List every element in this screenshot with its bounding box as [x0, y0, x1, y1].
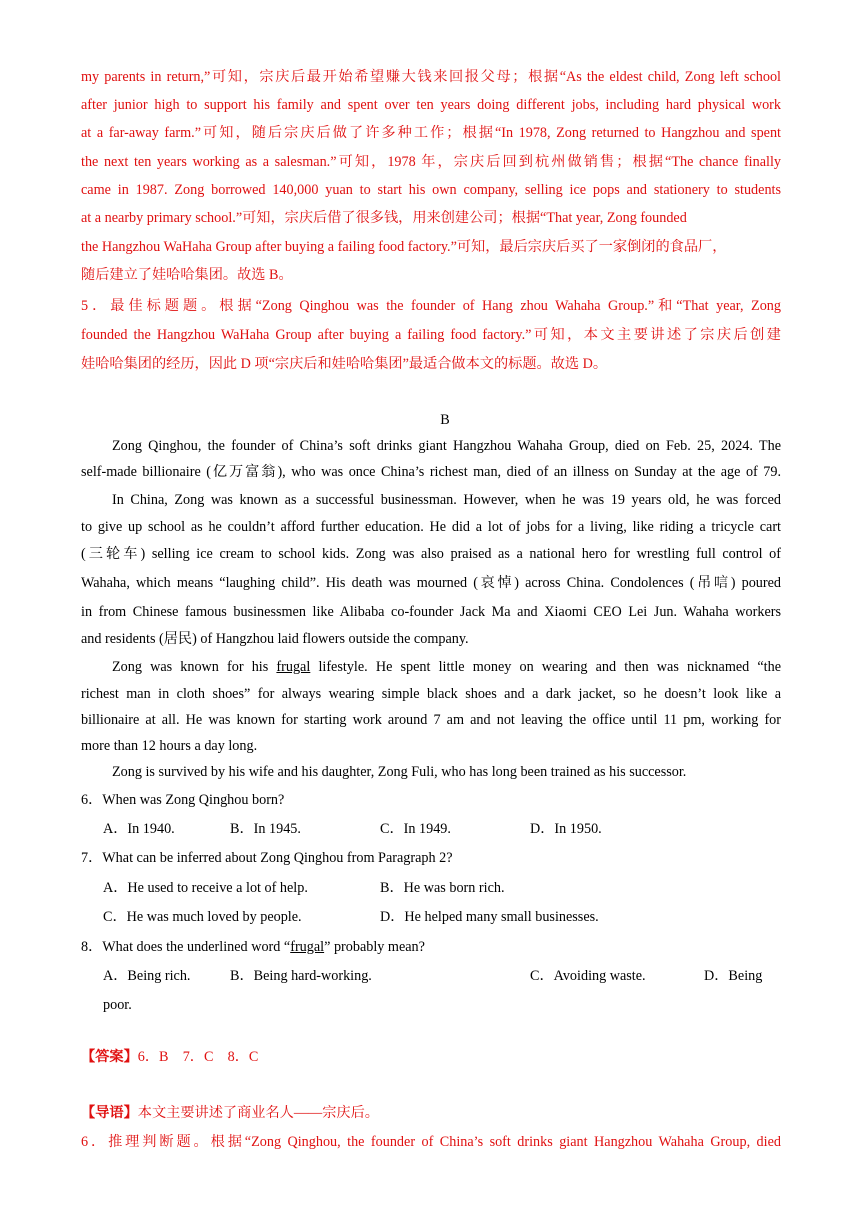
underlined-word: frugal — [290, 939, 325, 955]
question-stem: 7．What can be inferred about Zong Qinghou from Paragraph 2? — [81, 850, 453, 866]
question-fragment: 8．What does the underlined word “ — [81, 939, 291, 955]
explanation-line: founded the Hangzhou WaHaha Group after buying a failing food factory.”可知，本文主要讲述了宗庆后创建 — [81, 327, 781, 343]
passage-fragment: lifestyle. He spent little money on wearing and then was nicknamed “the — [318, 659, 782, 675]
passage-line: (三轮车) selling ice cream to school kids. Zong was also praised as a national hero for wrestling full control of — [81, 546, 781, 562]
underlined-word: frugal — [276, 659, 311, 675]
passage-line: richest man in cloth shoes” for always wearing simple black shoes and a dark jacket, so he doesn’t look like a — [81, 686, 781, 702]
explanation-line: 随后建立了娃哈哈集团。故选 B。 — [81, 267, 293, 283]
passage-line: and residents (居民) of Hangzhou laid flowers outside the company. — [81, 631, 469, 647]
option-c[interactable]: C．In 1949. — [380, 821, 451, 837]
explanation-line: the next ten years working as a salesman.”可知，1978 年，宗庆后回到杭州做销售；根据“The chance finally — [81, 154, 781, 170]
passage-line: Wahaha, which means “laughing child”. His death was mourned (哀悼) across China. Condolences (吊唁) poured — [81, 575, 781, 591]
answer-text: 6．B 7．C 8．C — [137, 1049, 259, 1065]
passage-line: to give up school as he couldn’t afford further education. He did a lot of jobs for a living, like riding a tricycle cart — [81, 519, 781, 535]
option-a[interactable]: A．In 1940. — [103, 821, 175, 837]
option-b[interactable]: B．He was born rich. — [380, 880, 505, 896]
explanation-line: at a nearby primary school.”可知，宗庆后借了很多钱，用来创建公司；根据“That year, Zong founded — [81, 210, 687, 226]
explanation-line: 6．推理判断题。根据“Zong Qinghou, the founder of China’s soft drinks giant Hangzhou Wahaha Group, died — [81, 1134, 781, 1150]
passage-fragment: Zong was known for his — [112, 659, 269, 675]
passage-line: more than 12 hours a day long. — [81, 738, 258, 754]
question-stem — [81, 937, 425, 957]
passage-line: Zong Qinghou, the founder of China’s soft drinks giant Hangzhou Wahaha Group, died on Feb. 25, 2024. The — [112, 438, 781, 454]
explanation-line: 娃哈哈集团的经历，因此 D 项“宗庆后和娃哈哈集团”最适合做本文的标题。故选 D。 — [81, 356, 608, 372]
option-d-wrap: poor. — [103, 997, 132, 1013]
passage-line: in from Chinese famous businessmen like Alibaba co-founder Jack Ma and Xiaomi CEO Lei Jun. Wahaha workers — [81, 604, 781, 620]
explanation-line: the Hangzhou WaHaha Group after buying a failing food factory.”可知，最后宗庆后买了一家倒闭的食品厂， — [81, 239, 727, 255]
passage-line: Zong is survived by his wife and his daughter, Zong Fuli, who has long been trained as his successor. — [112, 764, 687, 780]
question-fragment: ” probably mean? — [324, 939, 425, 955]
option-c[interactable]: C．He was much loved by people. — [103, 909, 302, 925]
passage-line: self-made billionaire (亿万富翁), who was once China’s richest man, died of an illness on Sunday at the age of 79. — [81, 464, 781, 480]
guide-tag: 【导语】 — [81, 1105, 138, 1121]
passage-line: In China, Zong was known as a successful businessman. However, when he was 19 years old, he was forced — [112, 492, 781, 508]
option-b[interactable]: B．In 1945. — [230, 821, 301, 837]
explanation-line: 5．最佳标题题。根据“Zong Qinghou was the founder of Hang zhou Wahaha Group.”和“That year, Zong — [81, 298, 781, 314]
question-stem: 6．When was Zong Qinghou born? — [81, 792, 285, 808]
option-c[interactable]: C．Avoiding waste. — [530, 968, 646, 984]
passage-line — [112, 657, 781, 677]
answer-line — [81, 1047, 258, 1067]
option-b[interactable]: B．Being hard-working. — [230, 968, 372, 984]
explanation-line: came in 1987. Zong borrowed 140,000 yuan to start his own company, selling ice pops and stationery to students — [81, 182, 781, 198]
answer-tag: 【答案】 — [81, 1049, 138, 1065]
option-d[interactable]: D．Being — [704, 968, 763, 984]
option-a[interactable]: A．Being rich. — [103, 968, 191, 984]
explanation-line: at a far-away farm.”可知，随后宗庆后做了许多种工作；根据“In 1978, Zong returned to Hangzhou and spent — [81, 125, 781, 141]
section-label: B — [440, 412, 450, 428]
explanation-line: my parents in return,”可知，宗庆后最开始希望赚大钱来回报父母；根据“As the eldest child, Zong left school — [81, 69, 781, 85]
guide-text: 本文主要讲述了商业名人——宗庆后。 — [137, 1105, 379, 1121]
option-d[interactable]: D．In 1950. — [530, 821, 602, 837]
option-a[interactable]: A．He used to receive a lot of help. — [103, 880, 308, 896]
guide-line — [81, 1103, 379, 1123]
option-d[interactable]: D．He helped many small businesses. — [380, 909, 599, 925]
explanation-line: after junior high to support his family and spent over ten years doing different jobs, including hard physical work — [81, 97, 781, 113]
passage-line: billionaire at all. He was known for starting work around 7 am and not leaving the office until 11 pm, working for — [81, 712, 781, 728]
